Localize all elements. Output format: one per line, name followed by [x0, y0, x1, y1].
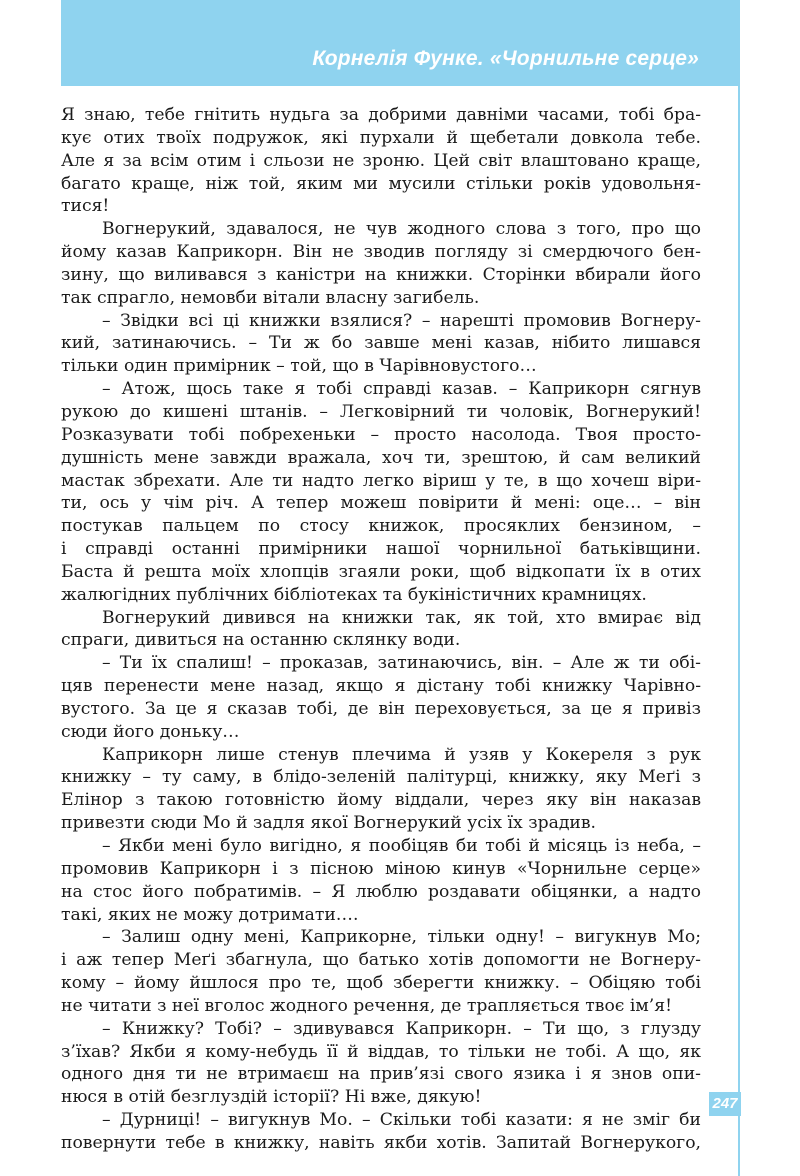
text-line: постукав пальцем по стосу книжок, просяклих бензином, – [61, 516, 701, 537]
text-line: сюди його доньку… [61, 721, 240, 742]
text-line: – Атож, щось таке я тобі справді казав. – Каприкорн сягнув [102, 379, 701, 400]
text-line: такі, яких не можу дотримати…. [61, 904, 359, 925]
text-line: кому – йому йшлося про те, щоб зберегти книжку. – Обіцяю тобі [61, 973, 701, 994]
text-line: рукою до кишені штанів. – Легковірний ти чоловік, Вогнерукий! [61, 401, 701, 422]
text-line: Вогнерукий, здавалося, не чув жодного слова з того, про що [102, 219, 701, 240]
text-line: Елінор з такою готовністю йому віддали, через яку він наказав [61, 790, 701, 811]
text-line: багато краще, ніж той, яким ми мусили стільки років удовольня- [61, 173, 701, 194]
text-line: цяв перенести мене назад, якщо я дістану тобі книжку Чарівно- [61, 676, 701, 697]
text-line: промовив Каприкорн і з пісною міною кинув «Чорнильне серце» [61, 858, 701, 879]
text-line: Я знаю, тебе гнітить нудьга за добрими давніми часами, тобі бра- [61, 105, 701, 125]
text-line: Каприкорн лише стенув плечима й узяв у Кокереля з рук [102, 744, 701, 765]
text-line: ти, ось у чім річ. А тепер можеш повірити й мені: оце… – він [61, 493, 701, 514]
text-line: – Дурниці! – вигукнув Мо. – Скільки тобі казати: я не зміг би [102, 1110, 701, 1131]
text-line: Але я за всім отим і сльози не зроню. Цей світ влаштовано краще, [61, 150, 701, 171]
text-line: – Книжку? Тобі? – здивувався Каприкорн. – Ти що, з глузду [102, 1018, 701, 1039]
header-band [61, 0, 739, 86]
text-line: Баста й решта моїх хлопців згаяли роки, щоб відкопати їх в отих [61, 561, 701, 582]
text-line: одного дня ти не втримаєш на прив’язі свого язика і я знов опи- [61, 1064, 701, 1085]
text-line: нюся в отій безглуздій історії? Ні вже, дякую! [61, 1087, 482, 1108]
text-line: – Ти їх спалиш! – проказав, затинаючись, він. – Але ж ти обі- [102, 653, 701, 674]
text-line: – Залиш одну мені, Каприкорне, тільки одну! – вигукнув Мо; [102, 927, 701, 948]
text-line: так спрагло, немовби вітали власну загибель. [61, 287, 480, 308]
text-line: – Звідки всі ці книжки взялися? – нарешті промовив Вогнеру- [102, 310, 701, 331]
text-line: кує отих твоїх подружок, які пурхали й щебетали довкола тебе. [61, 127, 701, 148]
text-line: Вогнерукий дивився на книжки так, як той, хто вмирає від [102, 607, 701, 628]
text-line: і справді останні примірники нашої чорнильної батьківщини. [61, 539, 701, 560]
text-line: – Якби мені було вигідно, я пообіцяв би тобі й місяць із неба, – [102, 836, 701, 856]
text-line: на стос його побратимів. – Я люблю роздавати обіцянки, а надто [61, 881, 701, 902]
text-line: привезти сюди Мо й задля якої Вогнерукий усіх їх зрадив. [61, 813, 596, 834]
body-text [61, 104, 701, 1155]
text-line: повернути тебе в книжку, навіть якби хотів. Запитай Вогнерукого, [61, 1132, 701, 1153]
text-line: мастак збрехати. Але ти надто легко віриш у те, в що хочеш віри- [61, 470, 701, 491]
running-head-title: Корнелія Функе. «Чорнильне серце» [312, 47, 699, 70]
text-line: тися! [61, 196, 110, 217]
text-line: йому казав Каприкорн. Він не зводив погляду зі смердючого бен- [61, 242, 701, 263]
text-line: книжку – ту саму, в блідо-зеленій палітурці, книжку, яку Меґі з [61, 767, 701, 788]
text-line: і аж тепер Меґі збагнула, що батько хотів допомогти не Вогнеру- [61, 950, 701, 971]
text-line: жалюгідних публічних бібліотеках та букіністичних крамницях. [61, 584, 647, 605]
text-line: не читати з неї вголос жодного речення, де трапляється твоє ім’я! [61, 995, 672, 1016]
text-line: вустого. За це я сказав тобі, де він переховується, за це я привіз [61, 698, 701, 719]
text-line: зину, що виливався з каністри на книжки. Сторінки вбирали його [61, 264, 701, 285]
text-line: з’їхав? Якби я кому-небудь її й віддав, то тільки не тобі. А що, як [61, 1041, 701, 1062]
text-line: Розказувати тобі побрехеньки – просто насолода. Твоя просто- [61, 424, 701, 445]
page-number: 247 [709, 1092, 741, 1116]
text-line: спраги, дивиться на останню склянку води. [61, 630, 461, 651]
text-line: тільки один примірник – той, що в Чарівновустого… [61, 356, 537, 377]
margin-rule [738, 0, 740, 1176]
text-line: душність мене завжди вражала, хоч ти, зрештою, й сам великий [61, 447, 701, 468]
text-line: кий, затинаючись. – Ти ж бо завше мені казав, нібито лишався [61, 333, 701, 354]
